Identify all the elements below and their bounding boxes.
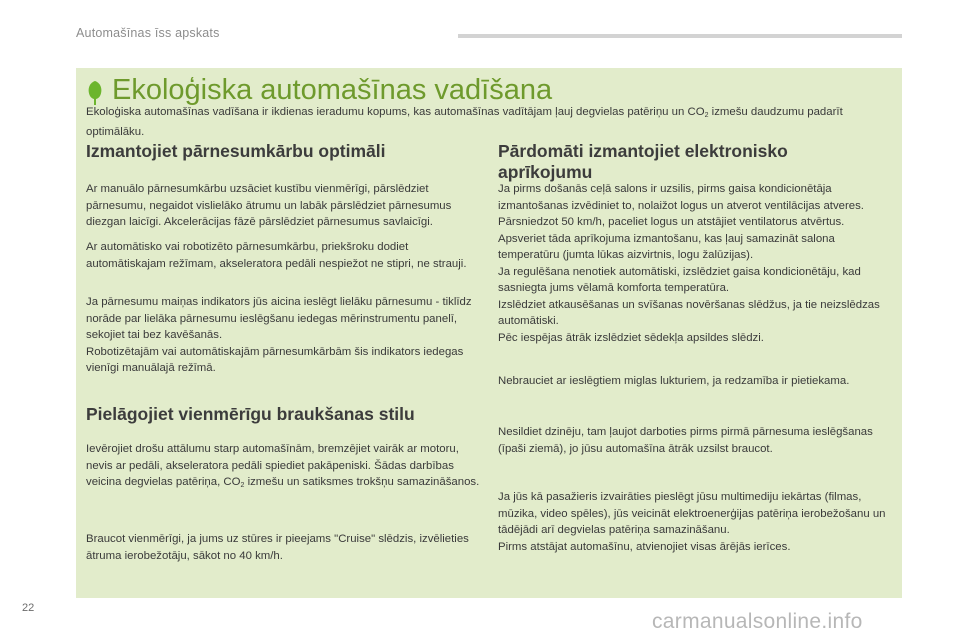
intro-text-after: izmešu daudzumu padarīt optimālāku. bbox=[86, 106, 843, 138]
right-column-block1 bbox=[498, 181, 890, 346]
left-heading-gearbox: Izmantojiet pārnesumkārbu optimāli bbox=[86, 141, 386, 161]
header-bar bbox=[458, 34, 902, 38]
right-heading-electronics: Pārdomāti izmantojiet elektronisko aprīkojumu bbox=[498, 141, 788, 182]
watermark: carmanualsonline.info bbox=[652, 610, 863, 633]
left-paragraph-4: Robotizētajām vai automātiskajām pārnesumkārbām šis indikators iedegas vienīgi manuālajā režīmā. bbox=[86, 345, 464, 374]
right-paragraph-4: Ja regulēšana nenotiek automātiski, izslēdziet gaisa kondicionētāju, kad sasniegta jums vēlamā komforta temperatūra. bbox=[498, 265, 861, 294]
right-column-block3 bbox=[498, 424, 890, 457]
right-paragraph-5: Izslēdziet atkausēšanas un svīšanas novēršanas slēdžus, ja tie neizslēdzas automātiski. bbox=[498, 298, 880, 327]
intro-text-before: Ekoloģiska automašīnas vadīšana ir ikdienas ieradumu kopums, kas automašīnas vadītājam ļauj degvielas patēriņu un CO bbox=[86, 106, 705, 118]
left-paragraph-5-subscript: 2 bbox=[240, 482, 245, 489]
right-column-block2 bbox=[498, 373, 898, 390]
left-paragraph-5 bbox=[86, 441, 482, 495]
page-number: 22 bbox=[22, 602, 35, 614]
left-paragraph-5-after: izmešu un satiksmes trokšņu samazināšanos. bbox=[244, 476, 480, 488]
left-heading-driving-style: Pielāgojiet vienmērīgu braukšanas stilu bbox=[86, 404, 415, 424]
left-column-block4 bbox=[86, 441, 482, 495]
left-paragraph-3: Ja pārnesumu maiņas indikators jūs aicina ieslēgt lielāku pārnesumu - tiklīdz norāde par lielāka pārnesumu ieslēgšanu iedegas mērinstrumentu panelī, sekojiet tai bez kavēšanās. bbox=[86, 296, 472, 341]
intro-subscript: 2 bbox=[704, 112, 709, 119]
left-paragraph-6: Braucot vienmērīgi, ja jums uz stūres ir pieejams "Cruise" slēdzis, izvēlieties ātruma ierobežotāju, sākot no 40 km/h. bbox=[86, 533, 469, 562]
left-paragraph-5-before: Ievērojiet drošu attālumu starp automašīnām, bremzējiet vairāk ar motoru, nevis ar pedāli, akseleratora pedāli spiediet pakāpeniski. Šādas darbības veicina degvielas patēriņa, CO bbox=[86, 443, 459, 488]
left-column-block2 bbox=[86, 239, 482, 272]
intro-text bbox=[86, 104, 886, 141]
header-title: Automašīnas īss apskats bbox=[76, 26, 220, 40]
right-column-block4 bbox=[498, 489, 890, 555]
right-paragraph-2: Pārsniedzot 50 km/h, paceliet logus un atstājiet ventilatorus atvērtus. bbox=[498, 216, 845, 228]
right-paragraph-8: Nesildiet dzinēju, tam ļaujot darboties pirms pirmā pārnesuma ieslēgšanas (īpaši ziemā), jo jūsu automašīna ātrāk uzsilst braucot. bbox=[498, 426, 873, 455]
right-paragraph-7: Nebrauciet ar ieslēgtiem miglas lukturiem, ja redzamība ir pietiekama. bbox=[498, 375, 850, 387]
left-column-block5 bbox=[86, 531, 482, 564]
main-title: Ekoloģiska automašīnas vadīšana bbox=[112, 74, 553, 106]
right-paragraph-1: Ja pirms došanās ceļā salons ir uzsilis, pirms gaisa kondicionētāja izmantošanas izvēdiniet to, nolaižot logus un atverot ventilācijas atveres. bbox=[498, 183, 864, 212]
left-paragraph-2: Ar automātisko vai robotizēto pārnesumkārbu, priekšroku dodiet automātiskajam režīmam, akseleratora pedāli nespiežot ne stipri, ne strauji. bbox=[86, 241, 467, 270]
left-column-block1 bbox=[86, 181, 482, 231]
left-column-block3 bbox=[86, 294, 482, 377]
right-paragraph-9: Ja jūs kā pasažieris izvairāties pieslēgt jūsu multimediju iekārtas (filmas, mūzika, video spēles), jūs veicināt elektroenerģijas patēriņa ierobežošanu un tādējādi arī degvielas patēriņa samazināšanu. bbox=[498, 491, 886, 536]
left-paragraph-1: Ar manuālo pārnesumkārbu uzsāciet kustību vienmērīgi, pārslēdziet pārnesumu, negaidot vislielāko ātrumu un labāk pārslēdziet pārnesumus diezgan laicīgi. Akcelerācijas fāzē pārslēdziet pārnesumus savlaicīgi. bbox=[86, 183, 452, 228]
right-paragraph-3: Apsveriet tāda aprīkojuma izmantošanu, kas ļauj samazināt salona temperatūru (jumta lūkas aizvirtnis, logu žalūzijas). bbox=[498, 232, 835, 261]
leaf-icon bbox=[86, 80, 104, 106]
right-paragraph-10: Pirms atstājat automašīnu, atvienojiet visas ārējās ierīces. bbox=[498, 540, 791, 553]
right-paragraph-6: Pēc iespējas ātrāk izslēdziet sēdekļa apsildes slēdzi. bbox=[498, 331, 764, 344]
